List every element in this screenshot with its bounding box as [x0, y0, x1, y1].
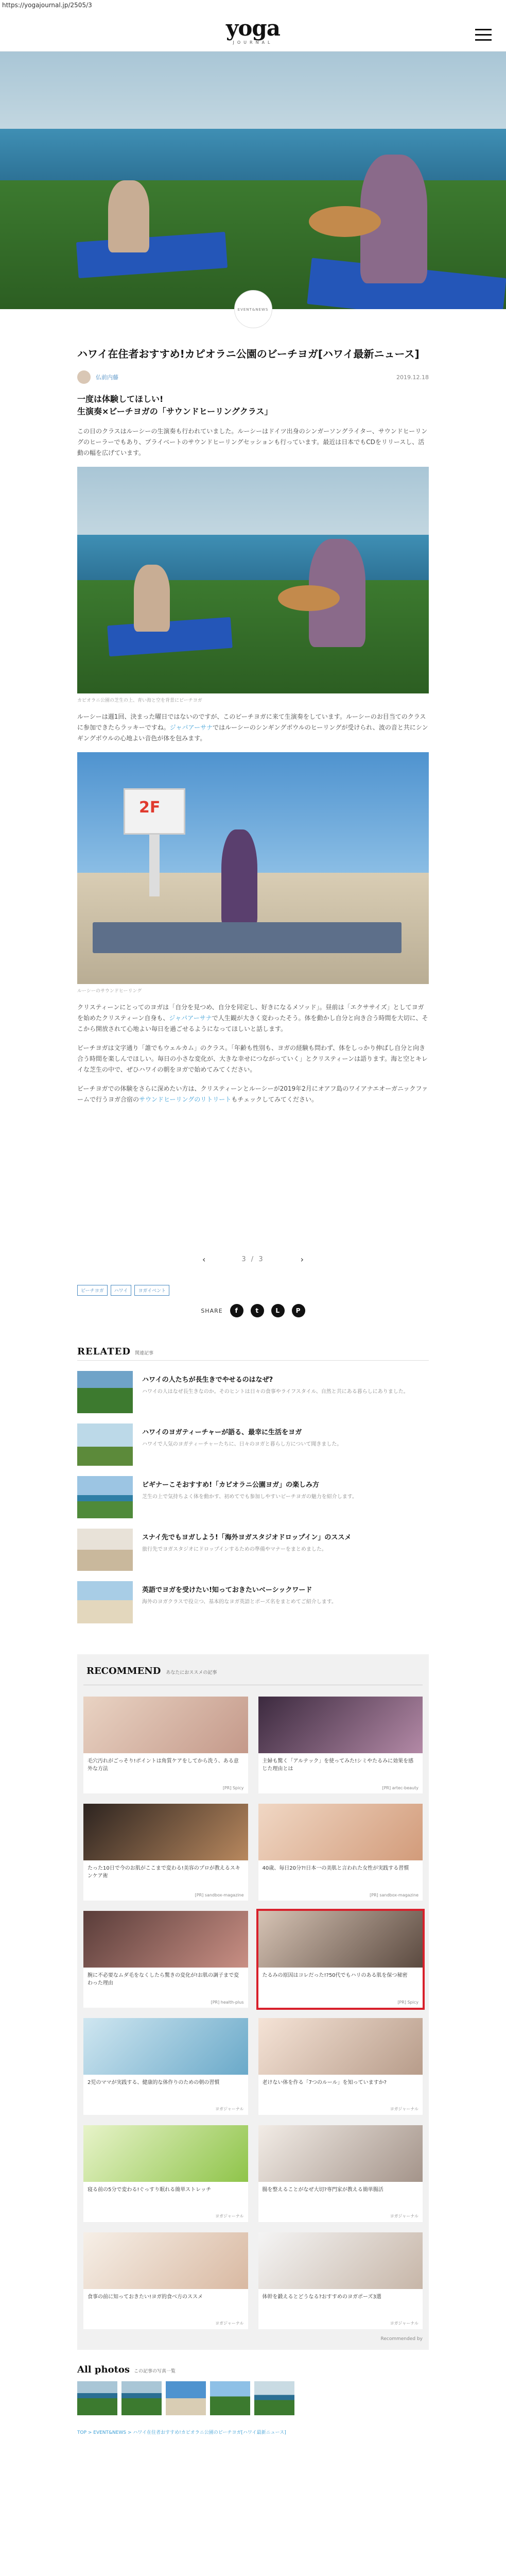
- related-item[interactable]: [77, 1581, 429, 1623]
- share-label: SHARE: [201, 1307, 223, 1314]
- breadcrumb[interactable]: TOP > EVENT&NEWS > ハワイ在住者おすすめ!カピオラニ公園のビーチヨガ[ハワイ最新ニュース]: [77, 2430, 286, 2435]
- article-meta: [77, 370, 429, 384]
- share-bar: [77, 1304, 429, 1317]
- tag-link[interactable]: ヨガイベント: [134, 1285, 169, 1296]
- next-page-button[interactable]: ›: [300, 1255, 304, 1264]
- site-logo[interactable]: yoga: [226, 15, 280, 41]
- recommend-subtitle: あなたにおススメの記事: [166, 1670, 217, 1675]
- line-icon[interactable]: L: [271, 1304, 285, 1317]
- tag-list: [77, 1285, 429, 1296]
- recommend-card-source: ヨガジャーナル: [215, 2214, 244, 2218]
- recommend-card[interactable]: [83, 2125, 248, 2222]
- hamburger-menu-icon[interactable]: [475, 29, 492, 41]
- article-paragraph: [77, 1002, 429, 1035]
- related-item-title[interactable]: ハワイの人たちが長生きでやせるのはなぜ?: [142, 1376, 273, 1384]
- recommend-card-text[interactable]: 毛穴汚れがごっそり!ポイントは角質ケアをしてから洗う、ある意外な方法: [88, 1758, 239, 1772]
- pagination: [77, 1255, 429, 1264]
- recommend-card[interactable]: [258, 2232, 423, 2329]
- related-thumbnail[interactable]: [77, 1529, 133, 1571]
- related-item-title[interactable]: ハワイのヨガティーチャーが語る、最幸に生活をヨガ: [142, 1429, 302, 1436]
- all-photos-section: [77, 2364, 429, 2415]
- recommend-card-text[interactable]: 体幹を鍛えるとどうなる?おすすめのヨガポーズ3選: [262, 2294, 381, 2300]
- recommend-card[interactable]: [83, 2018, 248, 2115]
- recommend-card-text[interactable]: 老けない体を作る「7つのルール」を知っていますか?: [262, 2080, 387, 2086]
- tag-link[interactable]: ハワイ: [111, 1285, 132, 1296]
- tag-link[interactable]: ビーチヨガ: [77, 1285, 108, 1296]
- article: [77, 346, 429, 1623]
- related-item-title[interactable]: ビギナーこそおすすめ!「カピオラニ公園ヨガ」の楽しみ方: [142, 1481, 320, 1489]
- category-badge[interactable]: EVENT&NEWS: [234, 290, 272, 328]
- recommend-card[interactable]: [258, 2018, 423, 2115]
- recommend-card-text[interactable]: 主婦も驚く「アルテック」を使ってみた!シミやたるみに効果を感じた理由とは: [262, 1758, 414, 1772]
- recommend-card-source: ヨガジャーナル: [390, 2214, 418, 2218]
- author-avatar[interactable]: [77, 370, 91, 384]
- recommend-card-source: [PR] sandbox-magazine: [370, 1893, 418, 1897]
- photo-thumbnails: [77, 2381, 429, 2415]
- related-item-desc: ハワイで人気のヨガティーチャーたちに、日々のヨガと暮らし方について聞きました。: [142, 1442, 342, 1447]
- twitter-icon[interactable]: t: [251, 1304, 264, 1317]
- related-item[interactable]: [77, 1476, 429, 1518]
- related-thumbnail[interactable]: [77, 1423, 133, 1466]
- paragraph-text: ビーチヨガでの体験をさらに深めたい方は、クリスティーンとルーシーが2019年2月にオアフ島のワイアナエオーガニックファームで行うヨガ合宿の: [77, 1085, 428, 1103]
- recommend-card-source: ヨガジャーナル: [390, 2107, 418, 2111]
- article-paragraph: [77, 711, 429, 744]
- article-paragraph: この日のクラスはルーシーの生演奏も行われていました。ルーシーはドイツ出身のシンガーソングライター、サウンドヒーリングのヒーラーでもあり、プライベートのサウンドヒーリングセッションも行っています。最近は日本でもCDをリリースし、活動の幅を広げています。: [77, 428, 428, 456]
- recommend-card-text[interactable]: 40歳、毎日20分?!日本一の美肌と言われた女性が実践する習慣: [262, 1866, 409, 1871]
- recommend-title: RECOMMEND: [86, 1666, 161, 1676]
- lifeguard-tower-icon: 2F: [139, 799, 161, 817]
- lead-line-1: 一度は体験してほしい!: [77, 394, 164, 404]
- browser-url[interactable]: https://yogajournal.jp/2505/3: [2, 2, 92, 9]
- paragraph-text: ではルーシーのシンギングボウルのヒーリングが受けられ、波の音と共にシンギングボウルの心地よい音色が体を包みます。: [77, 724, 428, 742]
- related-subtitle: 関連記事: [135, 1351, 154, 1356]
- recommend-card-text[interactable]: 食事の前に知っておきたい!ヨガ的食べ方のススメ: [88, 2294, 203, 2300]
- recommend-header: [83, 1659, 423, 1685]
- related-item-title[interactable]: 英語でヨガを受けたい!知っておきたいベーシックワード: [142, 1586, 312, 1594]
- hero-image: [0, 52, 506, 309]
- related-header: [77, 1346, 429, 1361]
- photo-thumbnail[interactable]: [121, 2381, 162, 2415]
- lead-line-2: 生演奏×ビーチヨガの「サウンドヒーリングクラス」: [77, 406, 273, 416]
- related-item-desc: ハワイの人はなぜ長生きなのか。そのヒントは日々の食事やライフスタイル、自然と共にある暮らしにありました。: [142, 1389, 409, 1395]
- author-name[interactable]: 仏前内藤: [96, 374, 118, 381]
- pinterest-icon[interactable]: P: [292, 1304, 305, 1317]
- related-thumbnail[interactable]: [77, 1581, 133, 1623]
- related-thumbnail[interactable]: [77, 1476, 133, 1518]
- article-paragraph: [77, 1083, 429, 1105]
- recommend-card-text[interactable]: 腸を整えることがなぜ大切?専門家が教える簡単腸活: [262, 2187, 383, 2193]
- recommend-section: [77, 1654, 429, 2350]
- recommend-grid: [83, 1697, 423, 2329]
- site-header: [0, 11, 506, 52]
- all-photos-subtitle: この記事の写真一覧: [134, 2369, 176, 2374]
- inline-link[interactable]: ジャパアーサナ: [169, 1014, 212, 1022]
- recommend-card[interactable]: [83, 1804, 248, 1901]
- page-indicator: 3 / 3: [241, 1256, 265, 1263]
- recommend-card[interactable]: [83, 2232, 248, 2329]
- recommend-card[interactable]: [258, 2125, 423, 2222]
- paragraph-text: ルーシーは週1回、決まった曜日ではないのですが、このビーチヨガに来て生演奏をしています。ルーシーのお目当てのクラスに参加できたらラッキーですね。: [77, 713, 426, 731]
- prev-page-button[interactable]: ‹: [202, 1255, 206, 1264]
- article-date: 2019.12.18: [396, 374, 429, 381]
- recommend-card-text[interactable]: 寝る前の5分で変わる!ぐっすり眠れる簡単ストレッチ: [88, 2187, 212, 2193]
- inline-link[interactable]: ジャパアーサナ: [169, 724, 213, 731]
- article-paragraph: ビーチヨガは文字通り「誰でもウェルカム」のクラス。「年齢も性別も、ヨガの経験も問わず、体をしっかり伸ばし自分と向き合う時間を楽しんでほしい。毎日の小さな変化が、大きな幸せにつながっていく」とクリスティーンは語ります。海と空とキレイな芝生の中で、ぜひハワイの朝をヨガで始めてみてください。: [77, 1044, 428, 1073]
- recommend-card-source: ヨガジャーナル: [215, 2107, 244, 2111]
- related-item[interactable]: [77, 1371, 429, 1413]
- recommend-card-source: [PR] artec-beauty: [382, 1786, 418, 1790]
- recommend-card-source: [PR] Spicy: [222, 1786, 244, 1790]
- related-item-desc: 海外のヨガクラスで役立つ、基本的なヨガ英語とポーズ名をまとめてご紹介します。: [142, 1599, 337, 1605]
- related-item-desc: 芝生の上で気持ちよく体を動かす、初めてでも参加しやすいビーチヨガの魅力を紹介します。: [142, 1494, 357, 1500]
- paragraph-text: で人生観が大きく変わったそう。体を動かし自分と向き合う時間を大切に、そこから開放されて心地よい毎日を過ごせるようになってほしいと話します。: [77, 1014, 428, 1032]
- article-lead: [77, 393, 429, 418]
- recommend-card-source: [PR] health-plus: [211, 2000, 244, 2005]
- recommend-card-text[interactable]: 2児のママが実践する、健康的な体作りのための朝の習慣: [88, 2080, 220, 2086]
- recommend-card-highlighted[interactable]: [258, 1911, 423, 2008]
- all-photos-header: [77, 2364, 429, 2375]
- recommend-card-source: [PR] Spicy: [397, 2000, 418, 2005]
- recommend-card-text[interactable]: たるみの原因はコレだった!?50代でもハリのある肌を保つ秘密: [262, 1973, 408, 1978]
- related-thumbnail[interactable]: [77, 1371, 133, 1413]
- photo-thumbnail[interactable]: [254, 2381, 294, 2415]
- related-item[interactable]: [77, 1423, 429, 1466]
- photo-thumbnail[interactable]: [166, 2381, 206, 2415]
- article-image-2: [77, 752, 429, 984]
- recommend-card-source: ヨガジャーナル: [390, 2321, 418, 2326]
- article-title: ハワイ在住者おすすめ!カピオラニ公園のビーチヨガ[ハワイ最新ニュース]: [77, 348, 420, 360]
- facebook-icon[interactable]: f: [230, 1304, 243, 1317]
- recommend-card-text[interactable]: 腕に不必要なムダ毛をなくしたら驚きの変化が!お肌の調子まで変わった理由: [88, 1973, 239, 1986]
- site-logo-sub: JOURNAL: [233, 40, 273, 45]
- photo-thumbnail[interactable]: [210, 2381, 250, 2415]
- paragraph-text: もチェックしてみてください。: [231, 1096, 318, 1103]
- image-caption: カピオラニ公園の芝生の上、青い海と空を背景にビーチヨガ: [77, 698, 202, 703]
- recommend-card-source: [PR] sandbox-magazine: [195, 1893, 244, 1897]
- recommend-card[interactable]: [258, 1697, 423, 1793]
- inline-link[interactable]: サウンドヒーリングのリトリート: [139, 1096, 232, 1103]
- related-title: RELATED: [77, 1346, 131, 1357]
- recommend-card[interactable]: [83, 1697, 248, 1793]
- related-item-desc: 旅行先でヨガスタジオにドロップインするための準備やマナーをまとめました。: [142, 1547, 327, 1552]
- image-caption: ルーシーのサウンドヒーリング: [77, 989, 142, 994]
- photo-thumbnail[interactable]: [77, 2381, 117, 2415]
- recommend-card[interactable]: [83, 1911, 248, 2008]
- recommend-card-source: ヨガジャーナル: [215, 2321, 244, 2326]
- recommend-card-text[interactable]: たった10日で今のお肌がここまで変わる!美容のプロが教えるスキンケア術: [88, 1866, 240, 1879]
- article-image-1: [77, 467, 429, 693]
- recommend-card[interactable]: [258, 1804, 423, 1901]
- related-item[interactable]: [77, 1529, 429, 1571]
- all-photos-title: All photos: [77, 2364, 130, 2375]
- related-item-title[interactable]: スナイ先でもヨガしよう!「海外ヨガスタジオドロップイン」のススメ: [142, 1534, 352, 1541]
- paragraph-text: クリスティーンにとってのヨガは「自分を見つめ、自分を同定し、好きになるメソッド」。昼前は「エクササイズ」としてヨガを始めたクリスティーン自身も、: [77, 1004, 424, 1022]
- recommend-powered-by[interactable]: Recommended by: [380, 2336, 423, 2342]
